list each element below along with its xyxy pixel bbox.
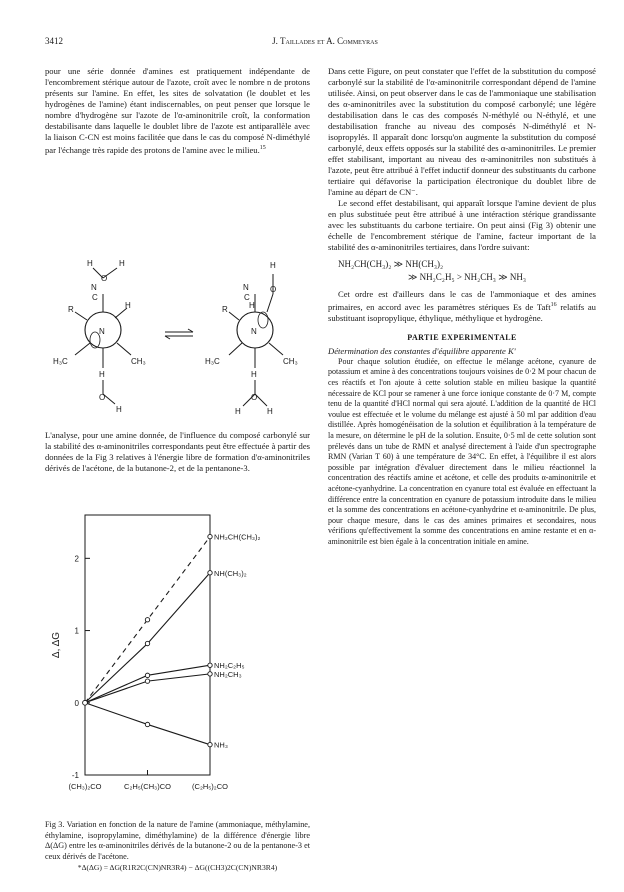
r-label: R	[68, 305, 74, 314]
o-label: O	[101, 274, 108, 283]
paragraph: Pour chaque solution étudiée, on effectue le mélange acétone, cyanure de potassium et amine à des concentrations toujours voisines de 0·2 M pour chacun de ces réactifs et l'on ajoute à cette solution stable en milieu basique la quantité nécessaire de KCl pour se ramener à une force ionique constante de 0·7 M, compte tenu de la quantité d'HCl normal qui sera ajouté. L'addition de la quantité de HCl voulue est effectuée et le volume du mélange est ajusté à 50 ml par addition d'eau distillée. Après homogénéisation de la solution et équilibration à la température de la mesure, on détermine le pH de la solution. Ensuite, 0·5 ml de cette solution sont prélevés dans un tube de RMN et analysé directement à l'aide d'un spectrographe RMN (Varian T 60) à une température de 34°C. En effet, à l'équilibre il est alors possible par intégration d'évaluer directement dans le milieu réactionnel la concentration des réactifs amine et acétone, et celle des produits α-aminonitrile et acétone-cyanhydrine. La concentration en cyanure total est évaluée en effectuant la différence entre la concentration en cyanure de potassium introduite dans le milieu et la somme des concentrations en acétone-cyanhydrine et α-aminonitrile. De plus, pour chaque mesure, dans le cas des amines primaires et secondaires, nous vérifions qu'effectivement la somme des concentrations en amine restante et en α-aminonitrile est bien égale à la concentration initiale en amine.	[328, 356, 596, 546]
series-label: NH₂CH₃	[214, 669, 242, 679]
newman-left	[53, 259, 146, 414]
x-tick-label: (C₂H₅)₂CO	[192, 782, 228, 791]
running-header-authors: J. Taillades et A. Commeyras	[272, 36, 378, 46]
left-column-text-2	[45, 430, 310, 474]
data-point	[208, 534, 212, 538]
equation-line: ≫ NH₂C₂H₅ > NH₂CH₃ ≫ NH₃	[408, 272, 526, 282]
data-point	[145, 679, 149, 683]
y-tick-label: -1	[71, 771, 79, 780]
n-label: N	[243, 283, 249, 292]
o-label: O	[99, 393, 106, 402]
y-tick-label: 0	[74, 698, 79, 708]
paragraph: Cet ordre est d'ailleurs dans le cas de l'ammoniaque et des amines primaires, en accord avec les paramètres stériques Es de Taft$^{16}$ relatifs au substituant isopropylique, éthylique, méthylique et hydrogène.	[328, 289, 596, 323]
n-label: N	[91, 283, 97, 292]
newman-projection-figure	[45, 240, 315, 422]
h-label: H	[235, 407, 241, 416]
series-label: NH(CH₃)₂	[214, 568, 247, 578]
y-axis-label: Δ, ΔG	[51, 631, 62, 659]
reference-mark: 15	[259, 145, 266, 151]
data-point	[145, 673, 149, 677]
c-label: C	[244, 293, 250, 302]
paragraph: L'analyse, pour une amine donnée, de l'influence du composé carbonylé sur la stabilité des α-aminonitriles correspondants peut être effectuée à partir des données de la Fig 3 relatives à l'énergie libre de formation d'α-aminonitriles dérivés de l'acétone, de la butanone-2, et de la pentanone-3.	[45, 430, 310, 473]
series-label: NH₂C₂H₅	[214, 661, 245, 671]
section-title: PARTIE EXPERIMENTALE	[407, 332, 517, 342]
h3c-label: H₃C	[205, 357, 220, 366]
series-line	[85, 665, 210, 703]
y-tick-label: 2	[74, 554, 79, 564]
ch3-label: CH₃	[131, 357, 146, 366]
paragraph: Dans cette Figure, on peut constater que l'effet de la substitution du composé carbonylé sur la stabilité de l'α-aminonitrile correspondant dépend de l'amine utilisée. Ainsi, on peut observer dans le cas de l'ammoniaque une stabilisation des α-aminonitriles avec la substitution du composé carbonylé; une légère destabilisation dans le cas des composés N-méthylé ou N-éthylé, et une destabilisation franche au niveau des composés N-diméthylé et N-isopropylés. Il apparaît donc lorsqu'on augmente la substitution du composé carbonylé, deux effets opposés sur la stabilité des α-aminonitriles. Le premier effet stabilisant, important au niveau des α-aminonitriles non substitués à l'azote, peut être attribué à l'effet inductif donneur des substituants du carbone tertiaire qui défavorise la participation électronique du doublet libre de l'amine au départ de CN⁻.	[328, 66, 596, 197]
caption-formula: *Δ(ΔG) = ΔG(R1R2C(CN)NR3R4) − ΔG((CH3)2C(CN)NR3R4)	[77, 863, 278, 872]
equilibrium-arrow	[165, 329, 193, 339]
right-column-text	[328, 66, 596, 548]
y-tick-label: 1	[74, 626, 79, 636]
data-point	[208, 571, 212, 575]
data-point	[145, 722, 149, 726]
c-label: C	[92, 293, 98, 302]
h-label: H	[99, 370, 105, 379]
o-label: O	[270, 285, 277, 294]
paragraph: Le second effet destabilisant, qui apparaît lorsque l'amine devient de plus en plus substituée peut être attribué à une intéraction stérique grandissante avec les substituants du carbone tertiaire. On peut ainsi (Fig 3) obtenir une échelle de l'encombrement stérique de l'amine, facteur important de la stabilité des α-aminonitriles tertiaires, dans l'ordre suivant:	[328, 198, 596, 252]
figure-3-chart	[45, 505, 310, 815]
h-label: H	[119, 259, 125, 268]
subsection-title: Détermination des constantes d'équilibre apparente K'	[328, 345, 516, 356]
data-point	[208, 672, 212, 676]
ch3-label: CH₃	[283, 357, 298, 366]
reference-mark: 16	[550, 302, 557, 308]
n-center-label: N	[251, 327, 257, 336]
h-label: H	[267, 407, 273, 416]
r-label: R	[222, 305, 228, 314]
data-point	[145, 641, 149, 645]
data-point	[208, 742, 212, 746]
paragraph: pour une série donnée d'amines est pratiquement indépendante de l'encombrement stérique autour de l'azote, croît avec le nombre n de protons présents sur l'amine. En effet, les sites de solvatation (le doublet et les hydrogènes de l'amine) étant indiscernables, on peut penser que lorsque le nombre d'hydrogène sur l'azote de l'α-aminonitrile croît, la conformation destabilisante dans laquelle le doublet libre de l'azote est antiparallèle avec la liaison C-CN est moins facilitée que dans le cas du composé N-diméthylé par l'échange très rapide des protons de l'amine avec le milieu.$^{15}$	[45, 66, 310, 155]
x-tick-label: (CH₃)₂CO	[68, 782, 102, 791]
x-tick-label: C₂H₅(CH₃)CO	[124, 782, 171, 791]
newman-right	[205, 261, 298, 416]
h-label: H	[251, 370, 257, 379]
data-point	[208, 663, 212, 667]
series-label: NH₂CH(CH₃)₂	[214, 532, 261, 542]
h3c-label: H₃C	[53, 357, 68, 366]
page-number: 3412	[45, 36, 63, 46]
h-label: H	[87, 259, 93, 268]
series-label: NH₃	[214, 740, 228, 750]
data-point	[83, 700, 88, 705]
left-column-text	[45, 66, 310, 156]
h-label: H	[249, 301, 255, 310]
h-label: H	[270, 261, 276, 270]
n-center-label: N	[99, 327, 105, 336]
equation-line: NH₂CH(CH₃)₂ ≫ NH(CH₃)₂	[338, 259, 444, 269]
data-point	[145, 618, 149, 622]
caption-text: Fig 3. Variation en fonction de la nature de l'amine (ammoniaque, méthylamine, éthylamine, isopropylamine, diméthylamine) de la différence d'énergie libre Δ(ΔG) entre les α-aminonitriles dérivés de la butanone-2 ou de la pentanone-3 et ceux dérivés de l'acétone.	[45, 820, 310, 861]
figure-caption	[45, 820, 310, 874]
o-label: O	[251, 393, 258, 402]
h-label: H	[125, 301, 131, 310]
h-label: H	[116, 405, 122, 414]
